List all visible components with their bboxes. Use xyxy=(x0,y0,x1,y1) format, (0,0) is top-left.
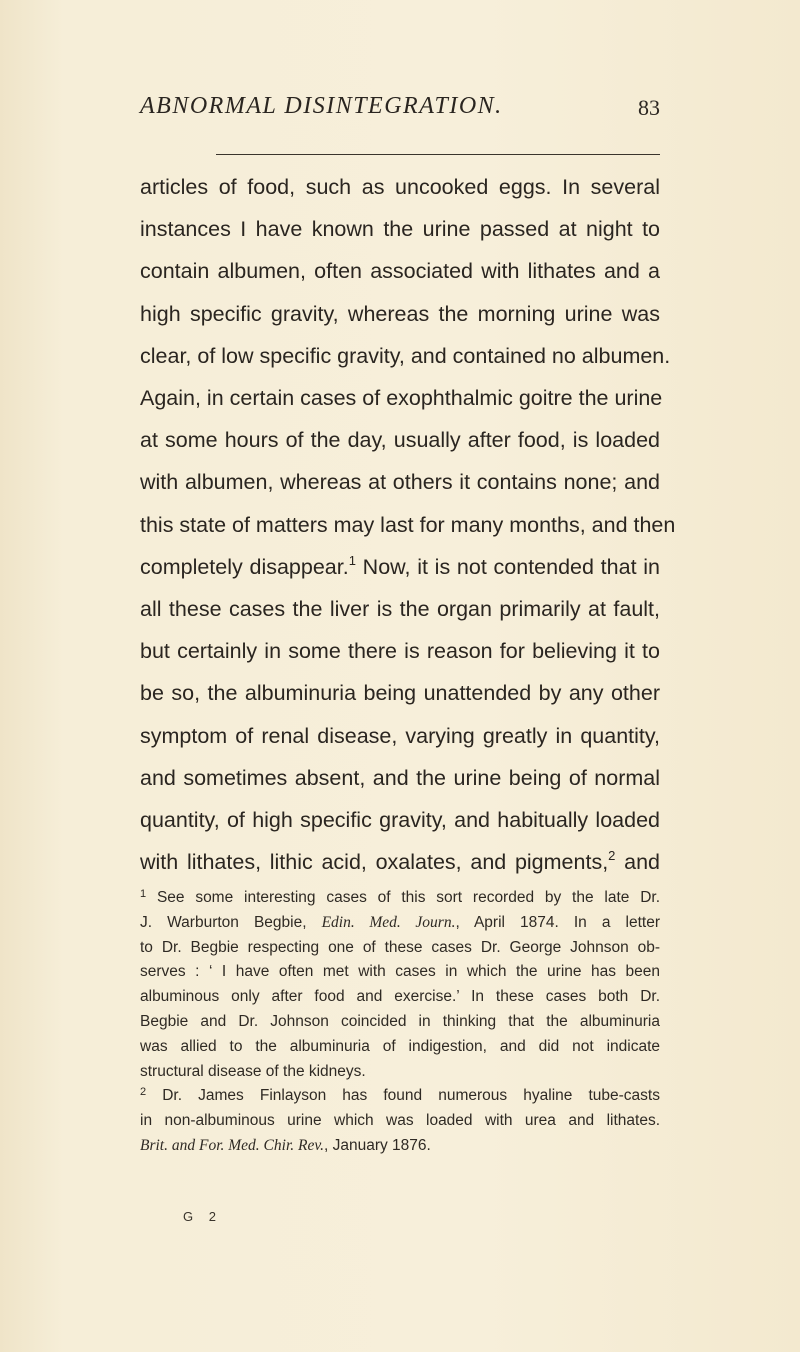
footnote-2-line: in non-albuminous urine which was loaded with urea and lithates. xyxy=(140,1112,660,1130)
text-line: and sometimes absent, and the urine being of normal xyxy=(140,765,660,790)
signature-mark: G 2 xyxy=(183,1209,222,1224)
text-line: instances I have known the urine passed at night to xyxy=(140,217,660,242)
text-segment: with lithates, lithic acid, oxalates, and pigments, xyxy=(140,850,609,875)
footnote-2-marker: 2 xyxy=(140,1086,147,1099)
footnote-text: , January 1876. xyxy=(323,1136,431,1154)
footnote-1-marker: 1 xyxy=(140,888,147,900)
text-line: but certainly in some there is reason for believing it to xyxy=(140,639,660,664)
text-segment: and xyxy=(615,850,660,875)
footnote-2-line xyxy=(140,1134,660,1159)
footnote-text: See some interesting cases of this sort recorded by the late Dr. xyxy=(156,889,660,906)
body-paragraph xyxy=(140,166,676,883)
text-line: this state of matters may last for many months, and then xyxy=(140,512,676,537)
footnotes xyxy=(140,886,660,1159)
journal-title: Brit. and For. Med. Chir. Rev. xyxy=(140,1136,324,1154)
footnote-1-line: albuminous only after food and exercise.’ In these cases both Dr. xyxy=(140,988,660,1006)
header-rule xyxy=(216,154,660,155)
footnote-1-line: serves : ‘ I have often met with cases in which the urine has been xyxy=(140,963,660,981)
footnote-ref-1[interactable]: 1 xyxy=(348,552,356,568)
page-number: 83 xyxy=(638,95,660,120)
text-line: with albumen, whereas at others it contains none; and xyxy=(140,470,660,495)
journal-title: Edin. Med. Journ. xyxy=(321,913,456,931)
text-line: all these cases the liver is the organ primarily at fault, xyxy=(140,597,660,622)
footnote-1-line: structural disease of the kidneys. xyxy=(140,1062,366,1080)
footnote-ref-2[interactable]: 2 xyxy=(608,848,616,864)
running-head xyxy=(140,93,660,133)
footnote-text: J. Warburton Begbie, xyxy=(140,913,322,931)
text-line: Again, in certain cases of exophthalmic goitre the urine xyxy=(140,386,663,411)
footnote-1-line: Begbie and Dr. Johnson coincided in thinking that the albuminuria xyxy=(140,1012,660,1030)
footnote-text: Dr. James Finlayson has found numerous hyaline tube-casts xyxy=(162,1087,660,1105)
text-segment: completely disappear. xyxy=(140,554,349,579)
text-line: be so, the albuminuria being unattended by any other xyxy=(140,681,660,706)
text-segment: Now, it is not contended that in xyxy=(355,554,660,579)
text-line: at some hours of the day, usually after food, is loaded xyxy=(140,428,660,453)
footnote-1-line xyxy=(140,886,660,911)
footnote-text: , April 1874. In a letter xyxy=(455,913,660,931)
footnote-1-line xyxy=(140,911,660,936)
footnote-1-line: was allied to the albuminuria of indigestion, and did not indicate xyxy=(140,1037,660,1055)
running-title: ABNORMAL DISINTEGRATION. xyxy=(140,93,503,119)
footnote-2-line xyxy=(140,1084,660,1109)
text-line: symptom of renal disease, varying greatly in quantity, xyxy=(140,723,660,748)
text-line: articles of food, such as uncooked eggs. In several xyxy=(140,175,660,199)
text-line: quantity, of high specific gravity, and habitually loaded xyxy=(140,808,660,833)
text-line xyxy=(140,546,660,588)
text-line: contain albumen, often associated with lithates and a xyxy=(140,259,660,284)
text-line: clear, of low specific gravity, and contained no albumen. xyxy=(140,343,671,368)
footnote-1-line: to Dr. Begbie respecting one of these cases Dr. George Johnson ob- xyxy=(140,938,660,956)
text-line: high specific gravity, whereas the morning urine was xyxy=(140,301,660,326)
text-line xyxy=(140,841,660,883)
